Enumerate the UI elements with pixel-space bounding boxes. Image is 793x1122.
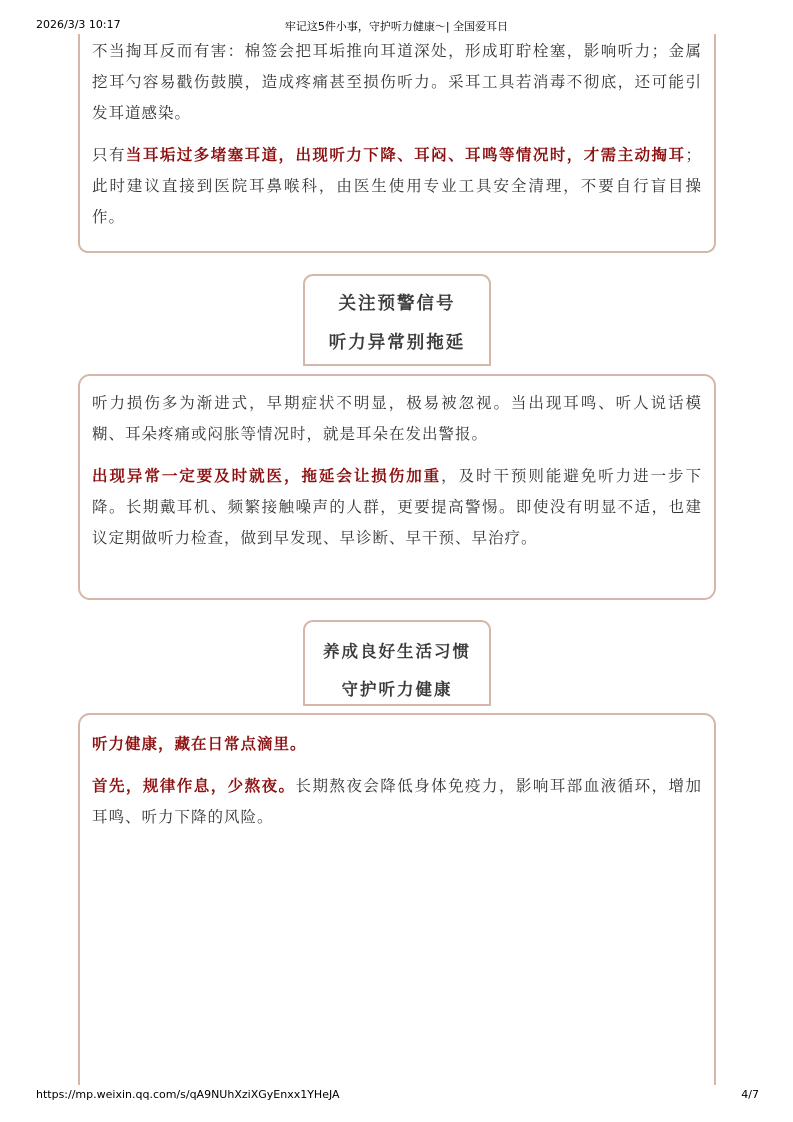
highlight-text: 首先，规律作息，少熬夜。 xyxy=(92,777,296,795)
title-divider xyxy=(303,364,491,366)
section-title-line-1: 关注预警信号 xyxy=(338,294,456,314)
highlight-text: 出现异常一定要及时就医，拖延会让损伤加重 xyxy=(92,467,442,485)
content-box-ear-cleaning xyxy=(78,34,716,253)
paragraph-hearing-damage-progressive: 听力损伤多为渐进式，早期症状不明显，极易被忽视。当出现耳鸣、听人说话模糊、耳朵疼痛或闷胀等情况时，就是耳朵在发出警报。 xyxy=(92,394,702,443)
section-title-line-1: 养成良好生活习惯 xyxy=(323,642,471,661)
text-plain: 长期熬夜会降低身体免疫力，影响耳部血液循环，增加耳鸣、听力下降的风险。 xyxy=(92,777,702,826)
title-divider xyxy=(303,704,491,706)
text-plain: 只有 xyxy=(92,146,126,164)
content-box-warning-signals xyxy=(78,374,716,600)
paragraph-regular-sleep xyxy=(80,771,714,833)
section-title-warning-signals xyxy=(303,274,491,364)
paragraph-hearing-daily xyxy=(80,729,714,760)
page-number: 4/7 xyxy=(741,1088,759,1101)
paragraph-improper-ear-picking: 不当掏耳反而有害：棉签会把耳垢推向耳道深处，形成耵聍栓塞，影响听力；金属挖耳勺容易戳伤鼓膜，造成疼痛甚至损伤听力。采耳工具若消毒不彻底，还可能引发耳道感染。 xyxy=(92,42,702,122)
page-title: 牢记这5件小事，守护听力健康～| 全国爱耳日 xyxy=(284,20,509,33)
article-url: https://mp.weixin.qq.com/s/qA9NUhXziXGyEnxx1YHeJA xyxy=(36,1088,340,1101)
content-box-healthy-habits xyxy=(78,713,716,1085)
section-title-line-2: 听力异常别拖延 xyxy=(328,333,466,353)
text-plain: ，及时干预则能避免听力进一步下降。长期戴耳机、频繁接触噪声的人群，更要提高警惕。即使没有明显不适，也建议定期做听力检查，做到早发现、早诊断、早干预、早治疗。 xyxy=(92,467,702,547)
section-title-healthy-habits xyxy=(303,620,491,704)
highlight-text: 听力健康，藏在日常点滴里。 xyxy=(92,735,307,753)
print-datetime: 2026/3/3 10:17 xyxy=(36,18,121,31)
highlight-text: 当耳垢过多堵塞耳道，出现听力下降、耳闷、耳鸣等情况时，才需主动掏耳 xyxy=(125,146,686,164)
paragraph-seek-medical-care xyxy=(80,461,714,554)
text-plain: ；此时建议直接到医院耳鼻喉科，由医生使用专业工具安全清理，不要自行盲目操作。 xyxy=(92,146,702,226)
paragraph-when-to-clean xyxy=(80,140,714,233)
section-title-line-2: 守护听力健康 xyxy=(341,680,453,699)
